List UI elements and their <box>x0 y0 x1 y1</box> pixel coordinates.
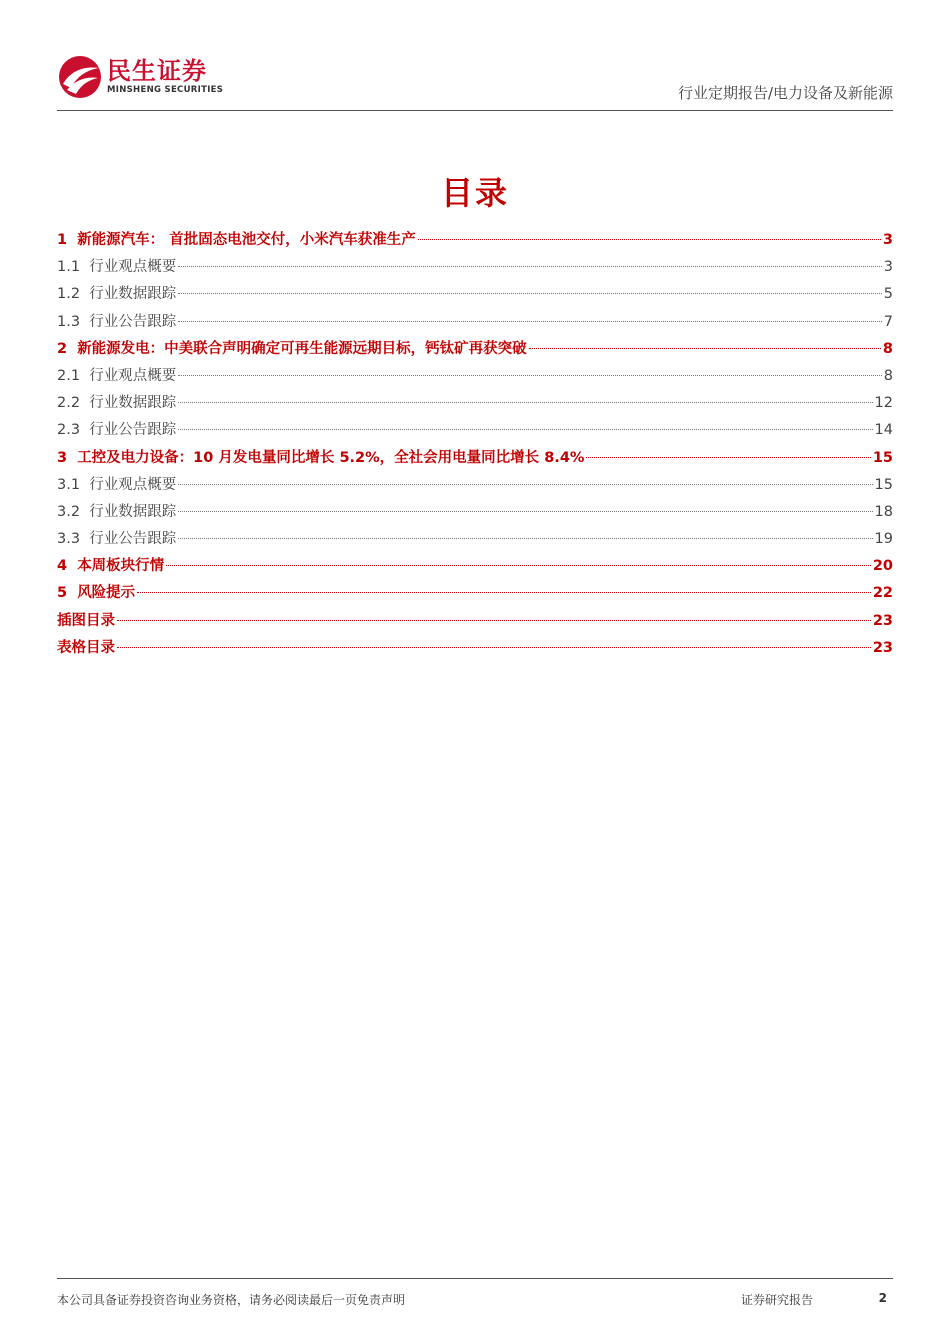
toc-entry-number: 3.2 <box>57 503 90 520</box>
toc-dot-leader <box>178 292 881 294</box>
toc-entry-title: 风险提示 <box>77 585 136 602</box>
toc-entry[interactable] <box>57 474 893 501</box>
toc-entry-number: 2 <box>57 340 78 357</box>
toc-dot-leader <box>529 347 881 349</box>
toc-entry-title: 行业观点概要 <box>89 259 177 276</box>
toc-entry-title: 行业数据跟踪 <box>89 503 177 520</box>
logo-chinese-name: 民生证券 <box>107 57 207 85</box>
toc-entry-number: 2.3 <box>57 422 90 439</box>
page-header <box>57 52 893 111</box>
toc-entry-number: 1.3 <box>57 313 90 330</box>
toc-entry-page: 23 <box>872 612 893 629</box>
toc-entry-page: 20 <box>872 558 893 575</box>
toc-entry-page: 22 <box>872 585 893 602</box>
footer-disclaimer: 本公司具备证券投资咨询业务资格，请务必阅读最后一页免责声明 <box>57 1293 406 1307</box>
toc-entry[interactable] <box>57 256 893 283</box>
toc-entry-number: 4 <box>57 558 78 575</box>
toc-entry[interactable] <box>57 338 893 365</box>
toc-entry-title: 行业公告跟踪 <box>89 313 177 330</box>
toc-dot-leader <box>178 537 872 539</box>
toc-dot-leader <box>178 483 872 485</box>
toc-entry-page: 5 <box>883 286 893 303</box>
toc-entry-page: 8 <box>883 367 893 384</box>
toc-entry[interactable] <box>57 501 893 528</box>
toc-entry-page: 8 <box>882 340 893 357</box>
toc-entry-number: 3 <box>57 449 78 466</box>
toc-dot-leader <box>166 564 871 566</box>
table-of-contents <box>57 229 893 664</box>
toc-dot-leader <box>586 456 870 458</box>
toc-entry-title: 表格目录 <box>57 639 115 656</box>
toc-entry-number: 2.1 <box>57 367 90 384</box>
toc-entry-title: 新能源发电：中美联合声明确定可再生能源远期目标，钙钛矿再获突破 <box>77 340 527 357</box>
toc-entry-page: 14 <box>874 422 893 439</box>
toc-dot-leader <box>178 320 881 322</box>
toc-entry-page: 12 <box>874 395 893 412</box>
toc-entry-title: 行业观点概要 <box>89 476 177 493</box>
toc-entry[interactable] <box>57 637 893 664</box>
toc-entry[interactable] <box>57 528 893 555</box>
toc-entry-number: 5 <box>57 585 78 602</box>
toc-dot-leader <box>117 646 871 648</box>
toc-entry-number: 1 <box>57 232 78 248</box>
toc-entry[interactable] <box>57 283 893 310</box>
logo-english-name: MINSHENG SECURITIES <box>107 85 224 95</box>
toc-entry-page: 7 <box>883 313 893 330</box>
toc-dot-leader <box>178 265 881 267</box>
toc-entry-title: 工控及电力设备：10 月发电量同比增长 5.2%，全社会用电量同比增长 8.4% <box>77 449 585 466</box>
toc-entry-number: 1.2 <box>57 286 90 303</box>
toc-entry-page: 15 <box>874 476 893 493</box>
toc-entry[interactable] <box>57 610 893 637</box>
toc-entry[interactable] <box>57 555 893 582</box>
toc-entry[interactable] <box>57 365 893 392</box>
toc-entry-title: 行业数据跟踪 <box>89 395 177 412</box>
toc-dot-leader <box>178 428 872 430</box>
toc-entry-page: 3 <box>883 259 893 276</box>
toc-entry-title: 行业观点概要 <box>89 367 177 384</box>
company-logo <box>57 54 223 100</box>
toc-entry-number: 2.2 <box>57 395 90 412</box>
toc-entry-title: 新能源汽车： 首批固态电池交付，小米汽车获准生产 <box>77 232 416 248</box>
toc-entry-title: 行业公告跟踪 <box>89 422 177 439</box>
report-category: 行业定期报告/电力设备及新能源 <box>677 84 893 102</box>
toc-entry-number: 3.3 <box>57 531 90 548</box>
toc-dot-leader <box>418 238 881 240</box>
toc-entry-page: 18 <box>874 503 893 520</box>
toc-dot-leader <box>137 591 871 593</box>
toc-entry-title: 本周板块行情 <box>77 558 165 575</box>
toc-entry[interactable] <box>57 419 893 446</box>
toc-entry[interactable] <box>57 229 893 256</box>
page-number: 2 <box>878 1291 887 1305</box>
toc-entry-page: 19 <box>874 531 893 548</box>
toc-entry-number: 1.1 <box>57 259 90 276</box>
toc-entry-title: 插图目录 <box>57 612 115 629</box>
toc-entry-page: 23 <box>872 639 893 656</box>
toc-entry[interactable] <box>57 392 893 419</box>
toc-dot-leader <box>117 619 871 621</box>
toc-entry[interactable] <box>57 447 893 474</box>
toc-entry[interactable] <box>57 582 893 609</box>
toc-dot-leader <box>178 510 872 512</box>
toc-entry[interactable] <box>57 311 893 338</box>
page-footer <box>57 1278 893 1307</box>
toc-dot-leader <box>178 401 872 403</box>
toc-entry-page: 3 <box>882 232 893 248</box>
toc-dot-leader <box>178 374 881 376</box>
toc-entry-title: 行业数据跟踪 <box>89 286 177 303</box>
footer-report-kind: 证券研究报告 <box>741 1293 814 1307</box>
toc-entry-number: 3.1 <box>57 476 90 493</box>
toc-entry-page: 15 <box>872 449 893 466</box>
minsheng-logo-icon <box>57 54 103 100</box>
toc-title: 目录 <box>440 174 509 212</box>
toc-entry-title: 行业公告跟踪 <box>89 531 177 548</box>
